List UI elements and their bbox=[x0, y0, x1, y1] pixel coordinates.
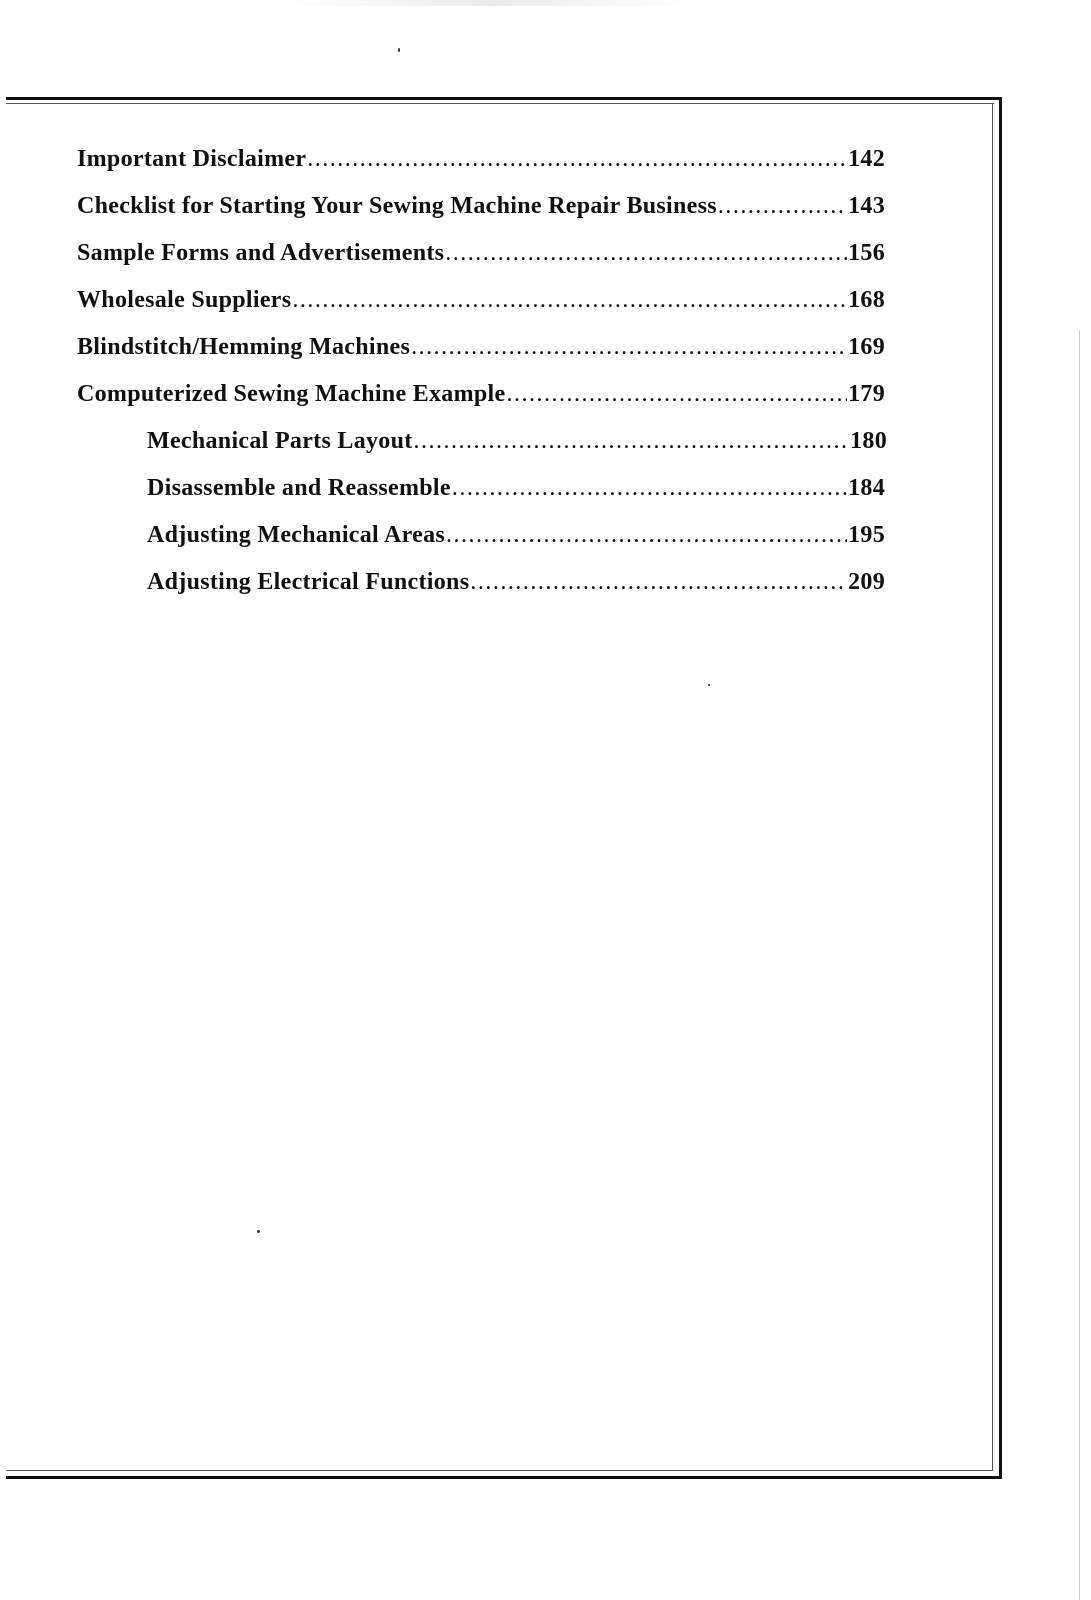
toc-entry-disassemble bbox=[147, 475, 885, 509]
toc-entry-important-disclaimer bbox=[77, 146, 885, 180]
toc-entry-title: Computerized Sewing Machine Example bbox=[77, 381, 506, 407]
dot-leader bbox=[445, 240, 847, 267]
toc-entry-title: Important Disclaimer bbox=[77, 146, 307, 172]
toc-entry-adjusting-electrical bbox=[147, 569, 885, 603]
dot-leader bbox=[292, 287, 847, 314]
toc-entry-sample-forms bbox=[77, 240, 885, 274]
toc-entry-mechanical-parts bbox=[147, 428, 887, 462]
scan-speck bbox=[708, 684, 710, 686]
page-edge bbox=[1079, 330, 1080, 1600]
frame-right-inner-line bbox=[992, 103, 993, 1471]
scan-speck bbox=[257, 1230, 260, 1233]
toc-entry-page: 156 bbox=[848, 240, 885, 266]
toc-entry-page: 184 bbox=[848, 475, 885, 501]
dot-leader bbox=[307, 146, 847, 173]
toc-entry-page: 168 bbox=[848, 287, 885, 313]
dot-leader bbox=[470, 569, 847, 596]
toc-entry-title: Disassemble and Reassemble bbox=[147, 475, 451, 501]
toc-entry-page: 143 bbox=[848, 193, 885, 219]
frame-top-inner-line bbox=[6, 103, 994, 104]
toc-entry-page: 169 bbox=[848, 334, 885, 360]
scan-artifact bbox=[280, 0, 700, 6]
toc-entry-page: 209 bbox=[848, 569, 885, 595]
dot-leader bbox=[506, 381, 847, 408]
toc-entry-title: Checklist for Starting Your Sewing Machine Repair Business bbox=[77, 193, 717, 219]
dot-leader bbox=[414, 428, 850, 455]
frame-top-line bbox=[6, 97, 1000, 100]
frame-right-line bbox=[999, 97, 1002, 1478]
toc-entry-title: Wholesale Suppliers bbox=[77, 287, 292, 313]
toc-entry-computerized-example bbox=[77, 381, 885, 415]
dot-leader bbox=[718, 193, 847, 220]
dot-leader bbox=[452, 475, 847, 502]
toc-entry-checklist bbox=[77, 193, 885, 227]
toc-entry-page: 180 bbox=[850, 428, 887, 454]
toc-entry-wholesale-suppliers bbox=[77, 287, 885, 321]
scan-speck bbox=[398, 48, 400, 52]
dot-leader bbox=[411, 334, 847, 361]
toc-entry-title: Blindstitch/Hemming Machines bbox=[77, 334, 411, 360]
toc-entry-title: Sample Forms and Advertisements bbox=[77, 240, 445, 266]
toc-entry-blindstitch bbox=[77, 334, 885, 368]
toc-entry-title: Adjusting Mechanical Areas bbox=[147, 522, 446, 548]
toc-entry-page: 195 bbox=[848, 522, 885, 548]
toc-entry-page: 142 bbox=[848, 146, 885, 172]
toc-entry-adjusting-mechanical bbox=[147, 522, 885, 556]
toc-entry-page: 179 bbox=[848, 381, 885, 407]
dot-leader bbox=[446, 522, 847, 549]
frame-bottom-inner-line bbox=[6, 1470, 993, 1471]
toc-entry-title: Adjusting Electrical Functions bbox=[147, 569, 470, 595]
toc-entry-title: Mechanical Parts Layout bbox=[147, 428, 413, 454]
frame-bottom-line bbox=[6, 1476, 1002, 1479]
